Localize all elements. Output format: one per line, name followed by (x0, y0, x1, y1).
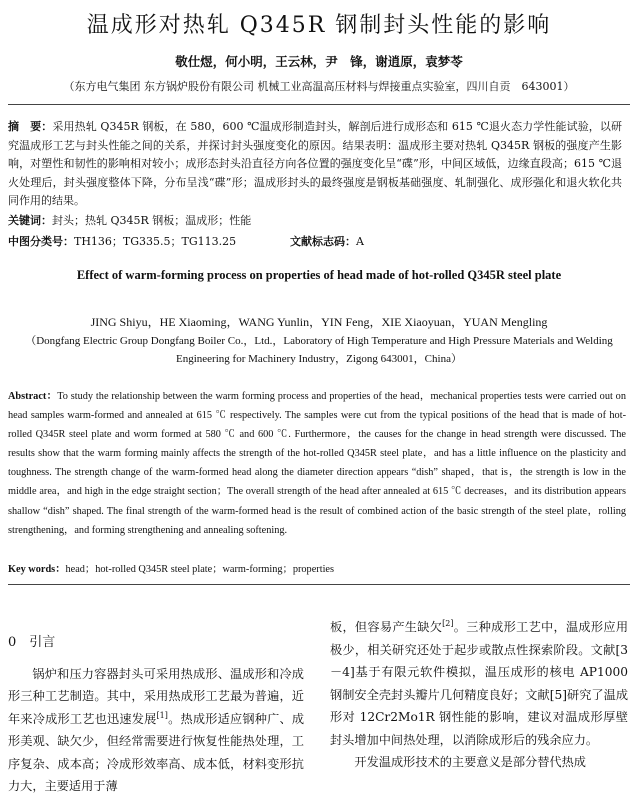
classification-label: 中图分类号： (8, 235, 74, 248)
body-column-left (8, 632, 304, 798)
citation-ref: [5] (549, 687, 567, 702)
citation-ref: [3－4] (330, 642, 628, 679)
keywords-label-en: Key words： (8, 564, 66, 575)
section-heading-introduction: 0 引言 (8, 635, 56, 650)
body-column-right (330, 616, 628, 774)
top-divider (8, 104, 630, 105)
authors-chinese: 敬仕煜，何小明，王云林，尹 锋，谢逍原，袁梦苓 (175, 54, 463, 69)
abstract-english (8, 387, 626, 540)
keywords-english (8, 560, 626, 575)
classification-value: TH136；TG335.5；TG113.25 (74, 235, 237, 248)
affiliation-chinese: （东方电气集团 东方锅炉股份有限公司 机械工业高温高压材料与焊接重点实验室，四川自贡 643001） (63, 80, 575, 93)
citation-ref: [2] (442, 618, 454, 628)
document-code-label: 文献标志码： (290, 235, 356, 248)
abstract-chinese (8, 118, 622, 211)
body-paragraph (330, 751, 628, 774)
keywords-label-cn: 关键词： (8, 214, 52, 227)
body-text: 开发温成形技术的主要意义是部分替代热成 (354, 755, 586, 769)
body-paragraph (8, 663, 304, 798)
abstract-text-en: To study the relationship between the warm forming process and properties of the head，mechanical properties tests were carried out on head samples warm-formed and annealed at 615 ℃ respectively. The samples were cut from the typical positions of the head that is made of hot-rolled Q345R steel plate and worm formed at 580 ℃ and 600 ℃. Furthermore，the causes for the change in head strength were discussed. The results show that the warm forming mainly affects the strength of the hot-rolled Q345R steel plate，and has a little influence on the plasticity and toughness. The strength change of the warm-formed head along the diameter direction appears “dish” shaped，that is，the strength is low in the middle area，and high in the edge straight section；The overall strength of the head after annealed at 615 ℃ decreases，and its distribution appears shallow “dish” shaped. The final strength of the warm-formed head is the result of combined action of the basic strength of the steel plate，rolling strengthening，and forming strengthening and annealing softening. (8, 391, 626, 536)
body-text: 研究了温成形对 12Cr2Mo1R 钢性能的影响，建议对温成形厚壁封头增加中间热处理，以消除成形后的残余应力。 (330, 687, 629, 747)
body-text: 锅炉和压力容器封头可采用热成形、温成形和冷成形三种工艺制造。其中，采用热成形工艺最为普遍，近年来冷成形工艺也迅速发展 (8, 666, 304, 726)
abstract-label-en: Abstract： (8, 391, 58, 402)
authors-english: JING Shiyu，HE Xiaoming，WANG Yunlin，YIN Feng，XIE Xiaoyuan，YUAN Mengling (90, 315, 548, 329)
keywords-text-en: head；hot-rolled Q345R steel plate；warm-forming；properties (65, 564, 335, 575)
body-text: 板，但容易产生缺欠 (330, 620, 443, 634)
keywords-text-cn: 封头；热轧 Q345R 钢板；温成形；性能 (52, 214, 252, 227)
title-chinese: 温成形对热轧 Q345R 钢制封头性能的影响 (86, 13, 552, 38)
body-text: 。三种成形工艺中，温成形应用极少，相关研究还处于起步或散点性探索阶段。文献 (330, 620, 629, 657)
classification-line (8, 233, 622, 249)
bottom-divider (8, 584, 630, 585)
citation-ref: [1] (156, 710, 168, 720)
body-paragraph (330, 616, 628, 751)
document-code (290, 233, 364, 249)
affiliation-english: （Dongfang Electric Group Dongfang Boiler Co.，Ltd.，Laboratory of High Temperature and High Pressure Materials and Welding Engineering for Machinery Industry，Zigong 643001，China） (25, 335, 613, 365)
abstract-text-cn: 采用热轧 Q345R 钢板，在 580，600 ℃温成形制造封头，解剖后进行成形态和 615 ℃退火态力学性能试验，以研究温成形工艺与封头性能之间的关系，并探讨封头强度变化的原因。结果表明：温成形主要对热轧 Q345R 钢板的强度产生影响，对塑性和韧性的影响相对较小；成形态封头沿直径方向各位置的强度变化呈“碟”形，中间区域低，边缘直段高；615 ℃退火处理后，封头强度整体下降，分布呈浅“碟”形；温成形封头的最终强度是钢板基础强度、轧制强化、成形强化和退火软化共同作用的结果。 (8, 120, 623, 207)
abstract-label-cn: 摘 要： (8, 120, 53, 133)
title-english: Effect of warm-forming process on properties of head made of hot-rolled Q345R steel plate (76, 268, 562, 282)
document-code-value: A (356, 235, 364, 248)
body-text: 基于有限元软件模拟，温压成形的核电 AP1000 钢制安全壳封头瓣片几何精度良好；文献 (330, 665, 628, 702)
keywords-chinese (8, 212, 622, 228)
body-text: 。热成形适应钢种广、成形美观、缺欠少，但经常需要进行恢复性能热处理，工序复杂、成本高；冷成形效率高、成本低，材料变形抗力大，主要适用于薄 (8, 711, 305, 793)
